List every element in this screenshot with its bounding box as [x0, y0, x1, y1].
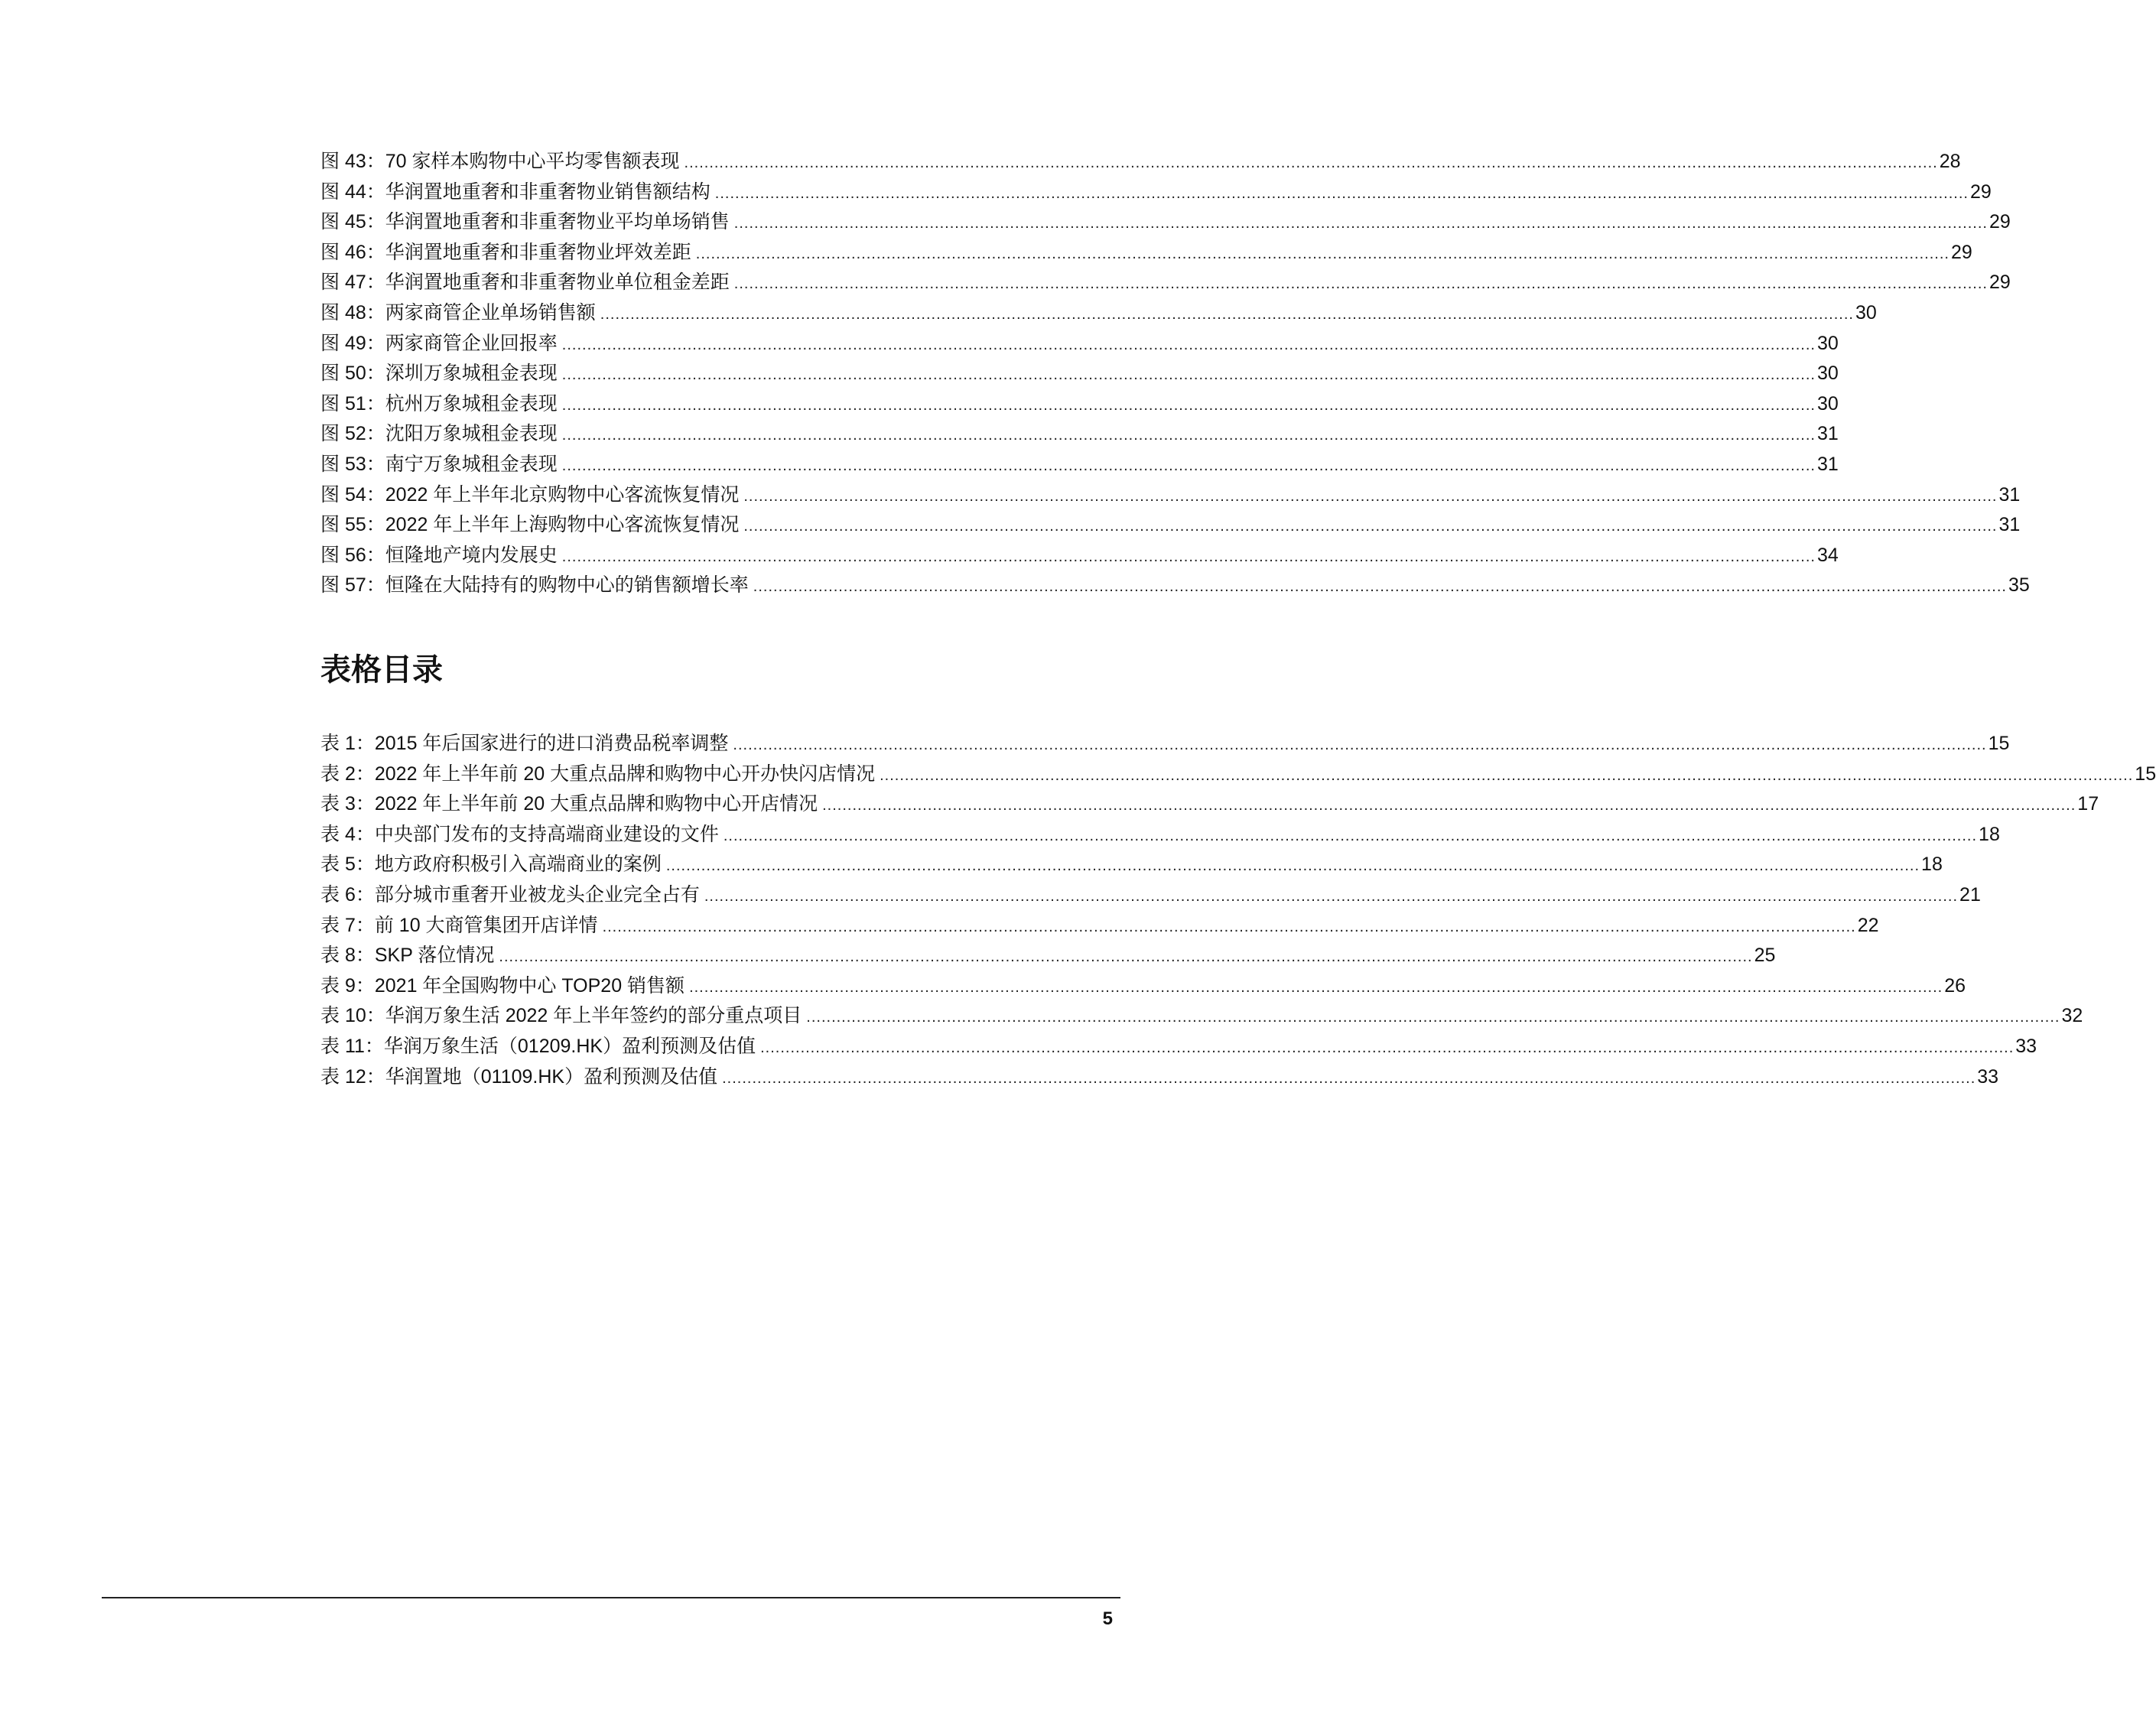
dot-leader: [822, 791, 2076, 821]
dot-leader: [715, 179, 1969, 210]
entry-page: 18: [1979, 823, 2000, 845]
dot-leader: [562, 542, 1816, 573]
entry-title: 华润置地重奢和非重奢物业销售额结构: [385, 180, 711, 203]
dot-leader: [760, 1033, 2014, 1064]
entry-label: 图 49：: [320, 332, 385, 354]
entry-title: 华润万象生活 2022 年上半年签约的部分重点项目: [385, 1005, 802, 1027]
dot-leader: [600, 300, 1854, 330]
entry-label: 图 53：: [320, 453, 385, 475]
dot-leader: [733, 730, 1986, 761]
entry-page: 32: [2061, 1005, 2083, 1027]
dot-leader: [704, 882, 1958, 912]
toc-entry[interactable]: [320, 941, 1776, 971]
entry-page: 35: [2008, 574, 2030, 597]
entry-page: 30: [1855, 301, 1877, 324]
entry-label: 图 51：: [320, 392, 385, 415]
entry-label: 图 47：: [320, 272, 385, 294]
toc-entry[interactable]: [320, 450, 1839, 480]
entry-page: 17: [2077, 793, 2099, 815]
entry-label: 图 46：: [320, 241, 385, 263]
entry-page: 31: [1998, 514, 2021, 536]
entry-page: 22: [1857, 914, 1879, 936]
entry-page: 29: [1950, 241, 1972, 263]
entry-title: 部分城市重奢开业被龙头企业完全占有: [374, 883, 700, 906]
entry-page: 26: [1944, 974, 1966, 997]
dot-leader: [696, 239, 1950, 270]
toc-entry[interactable]: [320, 880, 1981, 911]
toc-entry[interactable]: [320, 419, 1839, 450]
toc-entry[interactable]: [320, 329, 1839, 359]
dot-leader: [734, 209, 1988, 239]
toc-entry[interactable]: [320, 1032, 2037, 1062]
toc-entry[interactable]: [320, 177, 1992, 208]
dot-leader: [562, 451, 1816, 482]
entry-title: 2022 年上半年北京购物中心客流恢复情况: [385, 483, 740, 506]
entry-label: 图 48：: [320, 301, 385, 324]
entry-title: 2021 年全国购物中心 TOP20 销售额: [374, 974, 685, 997]
entry-label: 图 44：: [320, 180, 385, 203]
entry-title: 恒隆地产境内发展史: [385, 544, 558, 566]
entry-page: 28: [1939, 151, 1961, 172]
entry-label: 图 57：: [320, 574, 385, 597]
entry-page: 25: [1754, 945, 1776, 967]
entry-label: 表 8：: [320, 945, 375, 967]
toc-entry[interactable]: [320, 911, 1879, 941]
toc-entry[interactable]: [320, 389, 1839, 420]
entry-title: 华润置地重奢和非重奢物业坪效差距: [385, 241, 691, 263]
entry-page: 31: [1998, 483, 2021, 506]
entry-title: 2022 年上半年前 20 大重点品牌和购物中心开办快闪店情况: [374, 763, 876, 785]
entry-title: 华润置地（01109.HK）盈利预测及估值: [385, 1065, 718, 1088]
toc-entry[interactable]: [320, 850, 1943, 880]
toc-entry[interactable]: [320, 147, 1961, 177]
dot-leader: [499, 942, 1752, 973]
dot-leader: [562, 391, 1816, 421]
entry-title: 前 10 大商管集团开店详情: [374, 914, 598, 936]
entry-label: 表 12：: [320, 1065, 385, 1088]
entry-title: 中央部门发布的支持高端商业建设的文件: [374, 823, 719, 845]
entry-label: 表 5：: [320, 854, 375, 876]
table-list: [320, 729, 2156, 1092]
entry-title: 华润万象生活（01209.HK）盈利预测及估值: [383, 1035, 756, 1057]
entry-title: 2022 年上半年前 20 大重点品牌和购物中心开店情况: [374, 793, 818, 815]
toc-entry[interactable]: [320, 571, 2030, 601]
dot-leader: [685, 148, 1938, 179]
entry-label: 表 9：: [320, 974, 375, 997]
entry-label: 图 43：: [320, 151, 385, 172]
entry-label: 表 7：: [320, 914, 375, 936]
entry-page: 15: [1988, 733, 2010, 754]
toc-entry[interactable]: [320, 359, 1839, 389]
entry-page: 29: [1989, 272, 2011, 294]
entry-page: 30: [1816, 332, 1839, 354]
entry-label: 图 52：: [320, 423, 385, 445]
dot-leader: [743, 482, 1997, 512]
toc-entry[interactable]: [320, 268, 2011, 298]
entry-page: 30: [1816, 392, 1839, 415]
toc-entry[interactable]: [320, 759, 2156, 790]
entry-label: 图 45：: [320, 211, 385, 233]
dot-leader: [806, 1003, 2060, 1033]
page-number: 5: [1102, 1608, 1113, 1629]
entry-title: 华润置地重奢和非重奢物业单位租金差距: [385, 272, 730, 294]
tables-section-heading: 表格目录: [320, 653, 443, 687]
entry-label: 图 54：: [320, 483, 385, 506]
entry-title: 华润置地重奢和非重奢物业平均单场销售: [385, 211, 730, 233]
toc-entry[interactable]: [320, 207, 2011, 238]
entry-title: 深圳万象城租金表现: [385, 363, 558, 385]
entry-label: 图 50：: [320, 363, 385, 385]
entry-label: 图 55：: [320, 514, 385, 536]
toc-entry[interactable]: [320, 1062, 1999, 1093]
dot-leader: [562, 421, 1816, 451]
entry-title: 恒隆在大陆持有的购物中心的销售额增长率: [385, 574, 749, 597]
entry-label: 表 1：: [320, 733, 375, 754]
toc-entry[interactable]: [320, 971, 1966, 1002]
toc-entry[interactable]: [320, 480, 2021, 511]
entry-page: 21: [1959, 883, 1981, 906]
toc-entry[interactable]: [320, 820, 2000, 850]
dot-leader: [743, 512, 1997, 542]
entry-title: 沈阳万象城租金表现: [385, 423, 558, 445]
entry-page: 30: [1816, 363, 1839, 385]
dot-leader: [722, 1064, 1976, 1094]
entry-page: 31: [1816, 453, 1839, 475]
toc-entry[interactable]: [320, 789, 2099, 820]
entry-label: 表 11：: [320, 1035, 384, 1057]
footer-rule: [102, 1597, 1120, 1598]
entry-title: 杭州万象城租金表现: [385, 392, 558, 415]
dot-leader: [734, 269, 1988, 300]
entry-title: SKP 落位情况: [374, 945, 495, 967]
entry-page: 33: [2015, 1035, 2037, 1057]
entry-page: 15: [2135, 763, 2156, 785]
entry-title: 南宁万象城租金表现: [385, 453, 558, 475]
entry-label: 表 2：: [320, 763, 375, 785]
entry-title: 两家商管企业单场销售额: [385, 301, 596, 324]
entry-title: 70 家样本购物中心平均零售额表现: [385, 151, 680, 172]
dot-leader: [753, 572, 2007, 603]
toc-entry[interactable]: [320, 510, 2021, 541]
toc-entry[interactable]: [320, 729, 2010, 759]
entry-title: 2022 年上半年上海购物中心客流恢复情况: [385, 514, 740, 536]
entry-label: 图 56：: [320, 544, 385, 566]
entry-page: 31: [1816, 423, 1839, 445]
dot-leader: [562, 360, 1816, 391]
dot-leader: [666, 851, 1920, 882]
entry-page: 34: [1816, 544, 1839, 566]
entry-title: 2015 年后国家进行的进口消费品税率调整: [374, 733, 729, 754]
dot-leader: [689, 973, 1943, 1003]
entry-title: 两家商管企业回报率: [385, 332, 558, 354]
entry-label: 表 6：: [320, 883, 375, 906]
entry-page: 33: [1977, 1065, 1999, 1088]
entry-title: 地方政府积极引入高端商业的案例: [374, 854, 662, 876]
entry-page: 29: [1989, 211, 2011, 233]
dot-leader: [880, 761, 2133, 792]
entry-page: 18: [1921, 854, 1943, 876]
toc-entry[interactable]: [320, 298, 1877, 329]
entry-label: 表 4：: [320, 823, 375, 845]
entry-label: 表 10：: [320, 1005, 385, 1027]
entry-page: 29: [1969, 180, 1992, 203]
dot-leader: [562, 330, 1816, 361]
dot-leader: [724, 821, 1977, 852]
dot-leader: [603, 912, 1856, 943]
toc-entry[interactable]: [320, 541, 1839, 571]
entry-label: 表 3：: [320, 793, 375, 815]
figure-list: [320, 147, 2030, 601]
toc-entry[interactable]: [320, 1001, 2083, 1032]
toc-entry[interactable]: [320, 238, 1972, 268]
